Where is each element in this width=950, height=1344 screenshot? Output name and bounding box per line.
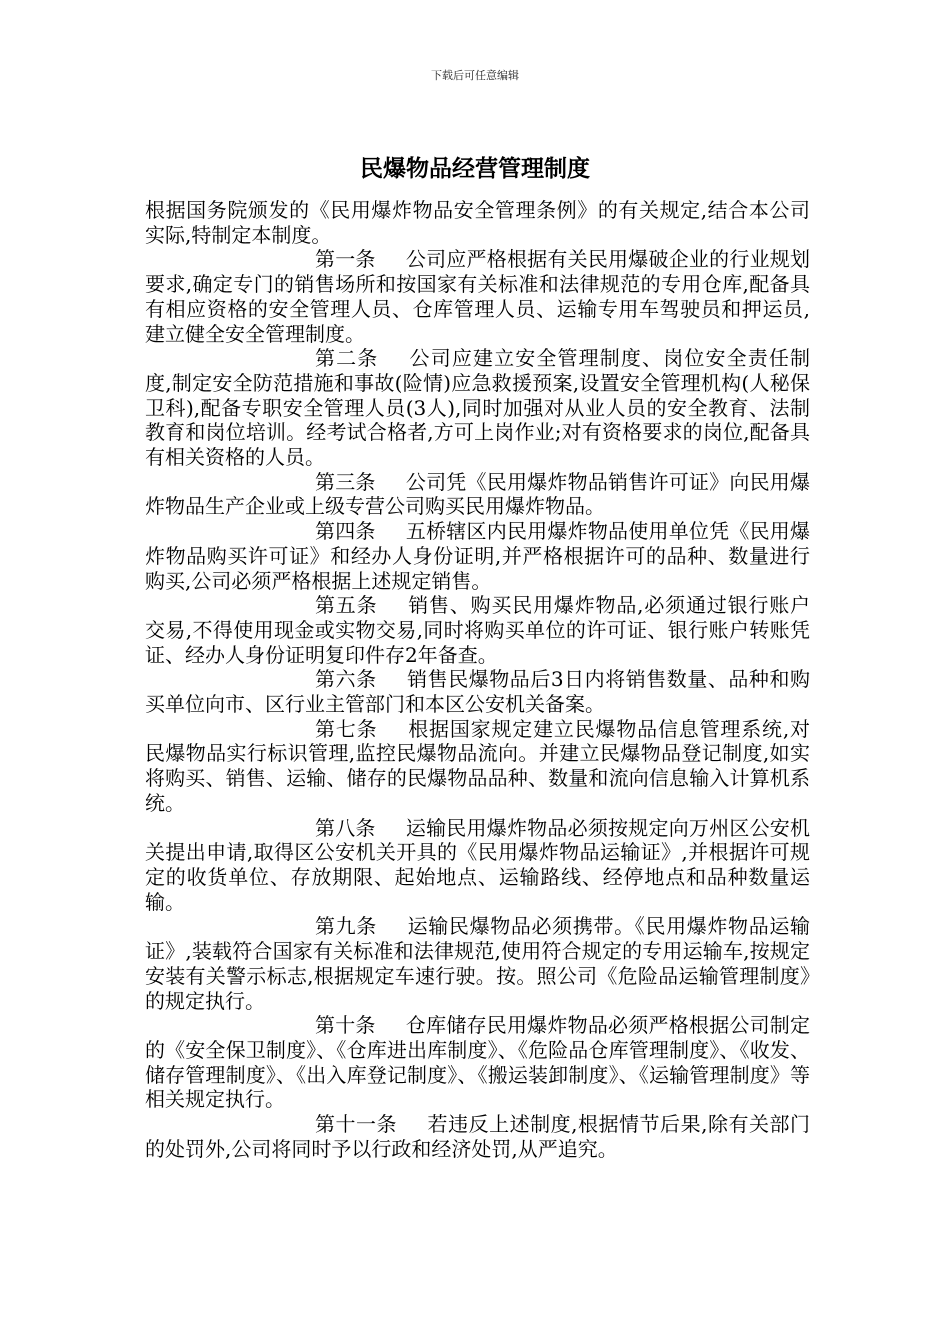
article-text: 公司凭《民用爆炸物品销售许可证》向民用爆炸物品生产企业或上级专营公司购买民用爆炸物品。: [145, 469, 811, 519]
article-number: 第一条: [315, 247, 376, 272]
article-number: 第八条: [315, 815, 376, 840]
article-number: 第九条: [315, 914, 377, 939]
article-paragraph: [145, 346, 810, 470]
document-body: [145, 198, 810, 1161]
intro-paragraph: 根据国务院颁发的《民用爆炸物品安全管理条例》的有关规定,结合本公司实际,特制定本制度。: [145, 198, 810, 247]
article-text: 根据国家规定建立民爆物品信息管理系统,对民爆物品实行标识管理,监控民爆物品流向。并建立民爆物品登记制度,如实将购买、销售、运输、储存的民爆物品品种、数量和流向信息输入计算机系统。: [145, 716, 811, 815]
article-paragraph: [145, 667, 810, 716]
article-number: 第七条: [315, 716, 378, 741]
article-number: 第四条: [315, 519, 376, 544]
article-paragraph: [145, 593, 810, 667]
article-paragraph: [145, 717, 810, 816]
article-text: 运输民用爆炸物品必须按规定向万州区公安机关提出申请,取得区公安机关开具的《民用爆炸物品运输证》,并根据许可规定的收货单位、存放期限、起始地点、运输路线、经停地点和品种数量运输。: [145, 815, 811, 914]
article-text: 若违反上述制度,根据情节后果,除有关部门的处罚外,公司将同时予以行政和经济处罚,从严追究。: [145, 1112, 810, 1161]
article-text: 五桥辖区内民用爆炸物品使用单位凭《民用爆炸物品购买许可证》和经办人身份证明,并严格根据许可的品种、数量进行购买,公司必须严格根据上述规定销售。: [145, 519, 811, 593]
article-number: 第六条: [315, 667, 377, 692]
article-number: 第十条: [315, 1013, 376, 1038]
article-text: 销售民爆物品后3日内将销售数量、品种和购买单位向市、区行业主管部门和本区公安机关备案。: [145, 667, 810, 717]
article-paragraph: [145, 470, 810, 519]
article-paragraph: [145, 1112, 810, 1161]
article-paragraph: [145, 816, 810, 915]
article-number: 第三条: [315, 469, 376, 494]
article-text: 运输民爆物品必须携带。《民用爆炸物品运输证》,装载符合国家有关标准和法律规范,使用符合规定的专用运输车,按规定安装有关警示标志,根据规定车速行驶。按。照公司《危险品运输管理制度》的规定执行。: [145, 914, 811, 1013]
article-paragraph: [145, 247, 810, 346]
article-text: 销售、购买民用爆炸物品,必须通过银行账户交易,不得使用现金或实物交易,同时将购买单位的许可证、银行账户转账凭证、经办人身份证明复印件存2年备查。: [145, 593, 811, 667]
header-note: 下载后可任意编辑: [431, 69, 519, 82]
article-list: [145, 247, 810, 1161]
article-paragraph: [145, 519, 810, 593]
article-text: 公司应严格根据有关民用爆破企业的行业规划要求,确定专门的销售场所和按国家有关标准和法律规范的专用仓库,配备具有相应资格的安全管理人员、仓库管理人员、运输专用车驾驶员和押运员,建立健全安全管理制度。: [145, 247, 811, 346]
article-paragraph: [145, 1013, 810, 1112]
article-text: 仓库储存民用爆炸物品必须严格根据公司制定的《安全保卫制度》、《仓库进出库制度》、《危险品仓库管理制度》、《收发、储存管理制度》、《出入库登记制度》、《搬运装卸制度》、《运输管理制度》等相关规定执行。: [145, 1013, 811, 1112]
article-number: 第二条: [315, 346, 379, 371]
article-number: 第五条: [315, 593, 378, 618]
article-number: 第十一条: [315, 1112, 398, 1137]
document-title: 民爆物品经营管理制度: [360, 156, 590, 182]
article-text: 公司应建立安全管理制度、岗位安全责任制度,制定安全防范措施和事故(险情)应急救援预案,设置安全管理机构(人秘保卫科),配备专职安全管理人员(3人),同时加强对从业人员的安全教育、法制教育和岗位培训。经考试合格者,方可上岗作业;对有资格要求的岗位,配备具有相关资格的人员。: [145, 346, 811, 470]
article-paragraph: [145, 914, 810, 1013]
